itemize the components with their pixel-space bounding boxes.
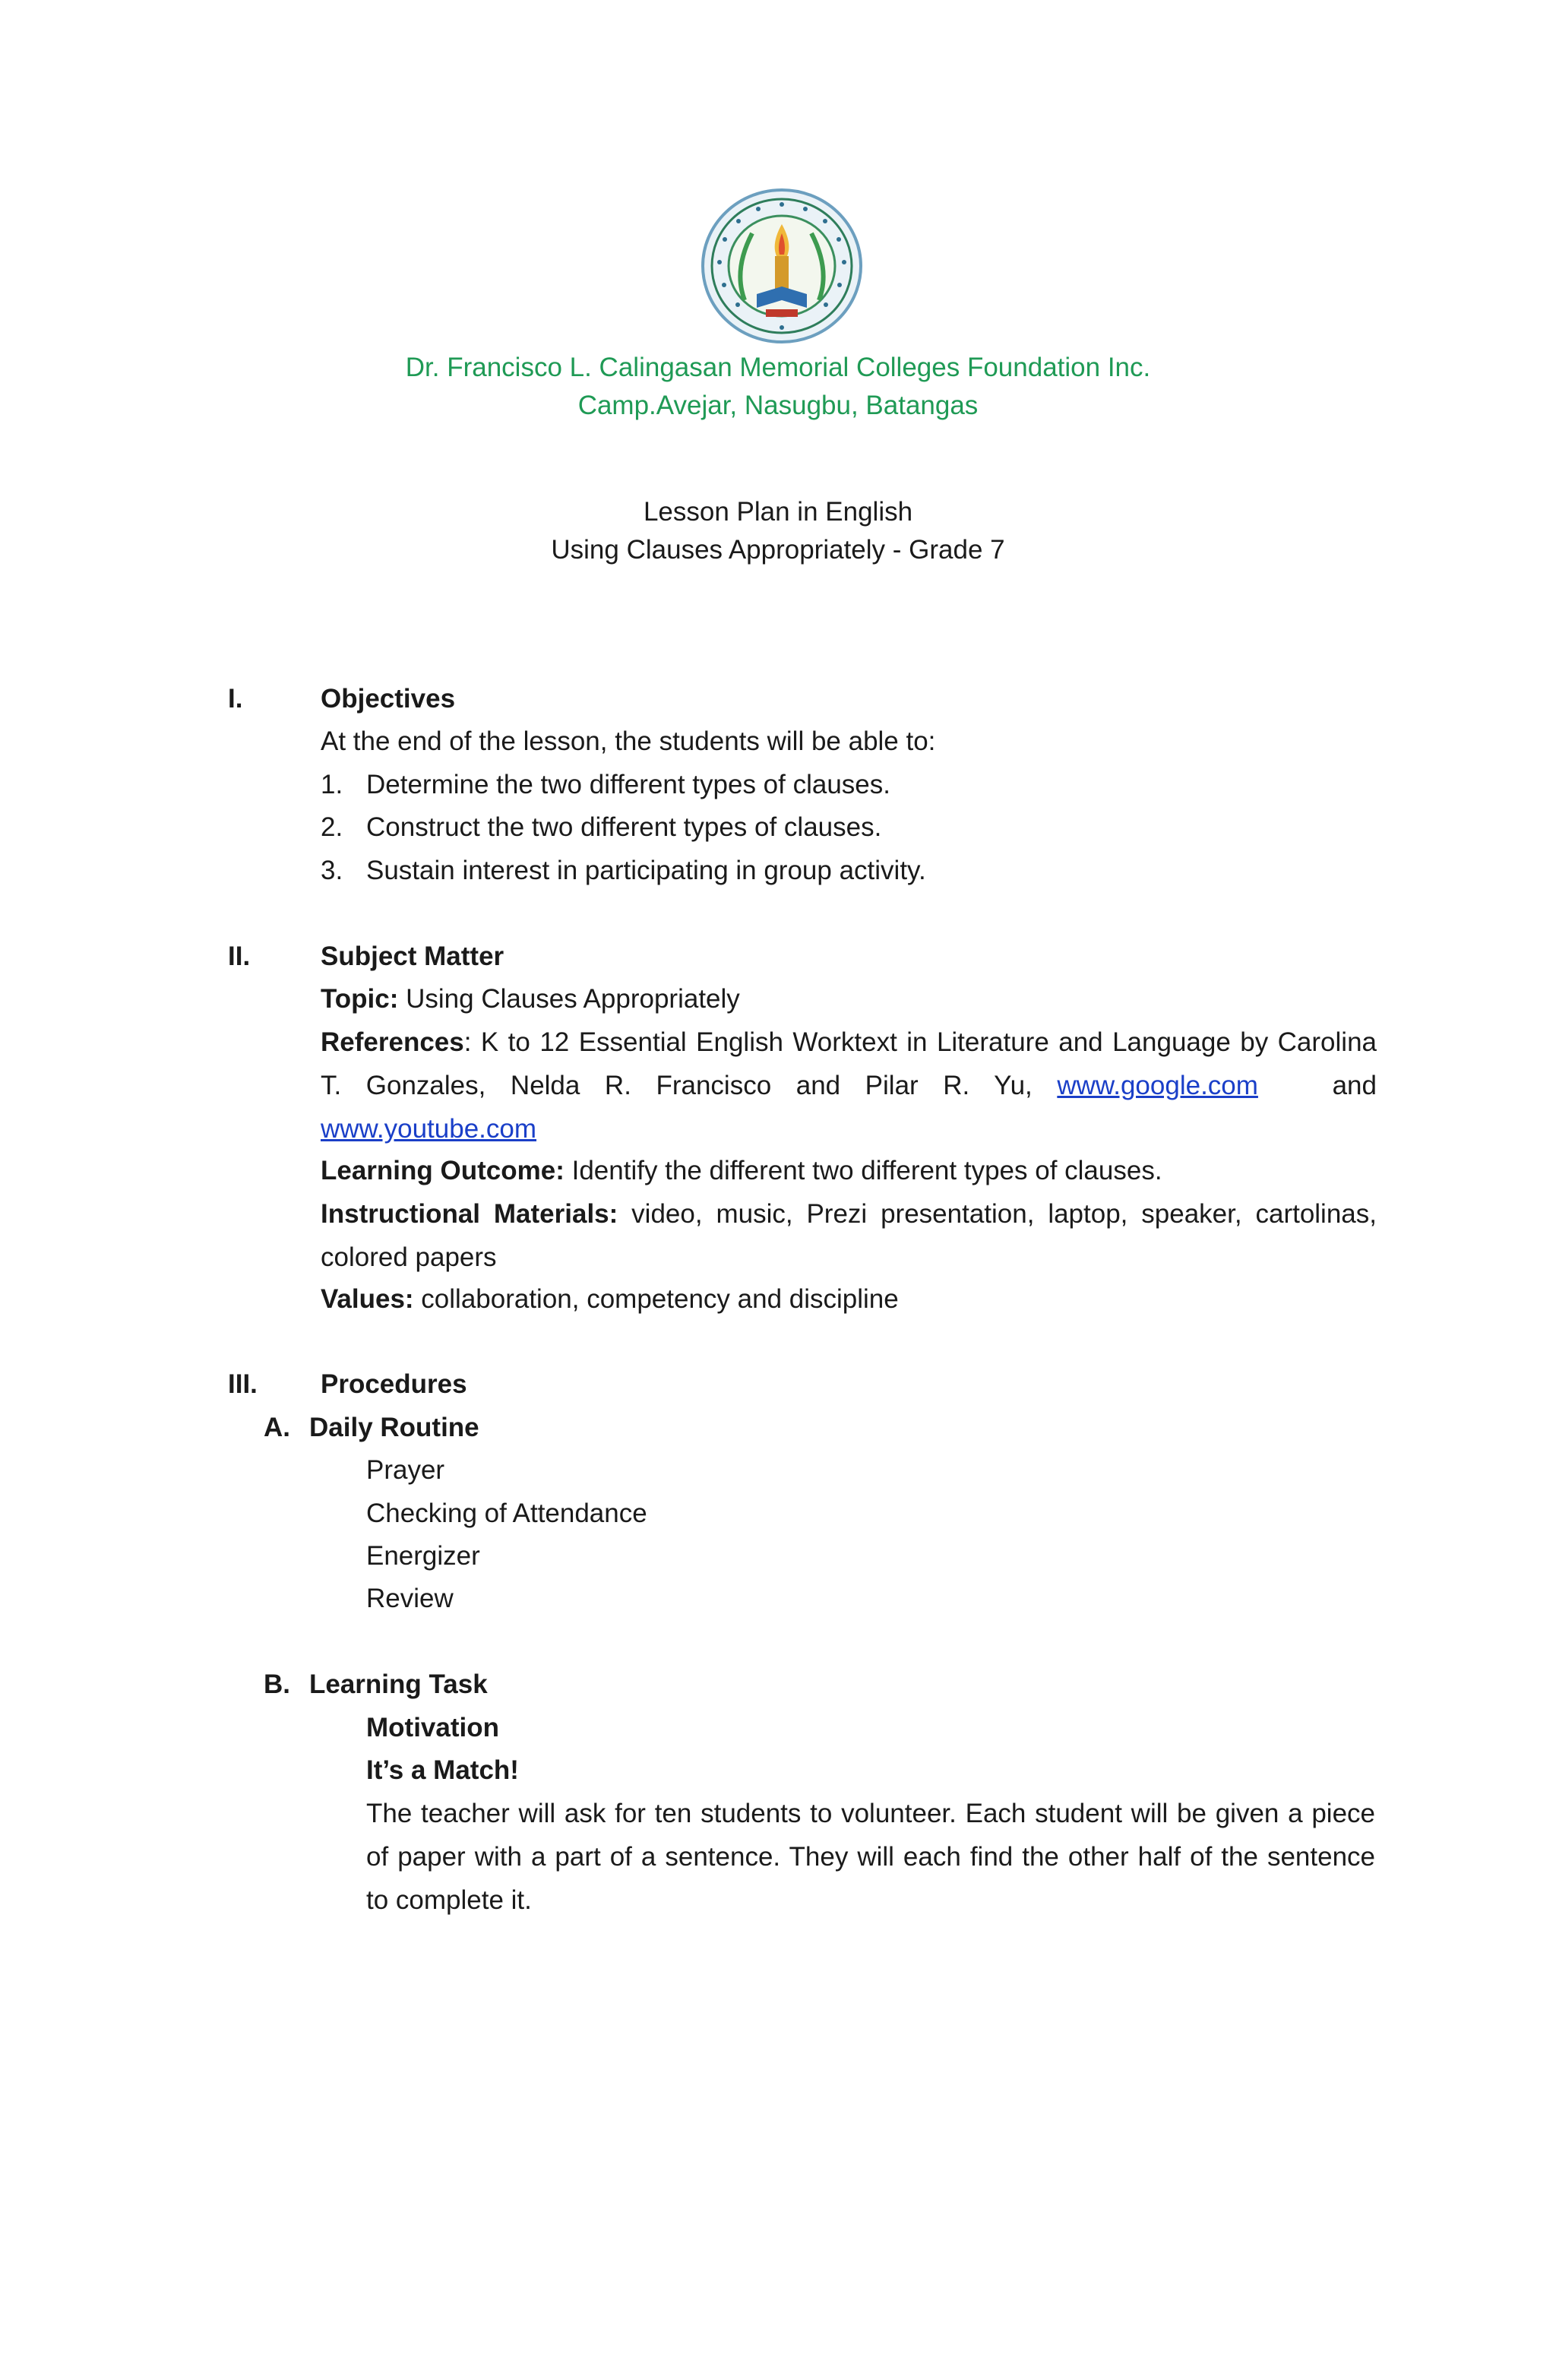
daily-routine-heading: Daily Routine [309,1413,479,1442]
routine-item: Prayer [366,1455,445,1485]
activity-description: The teacher will ask for ten students to volunteer. Each student will be given a piece of paper with a part of a sentence. They will each find the other half of the sentence to complete it. [366,1799,1375,1915]
college-seal-logo [699,186,865,346]
routine-item: Checking of Attendance [366,1499,647,1528]
section-numeral-procedures: III. [228,1369,258,1399]
subsection-letter-b: B. [264,1669,290,1699]
learning-outcome-label: Learning Outcome: [321,1156,565,1185]
youtube-link[interactable]: www.youtube.com [321,1114,537,1144]
references-value: : K to 12 Essential English Worktext in Literature and Language by Carolina T. Gonzales, Nelda R. Francisco and Pilar R. Yu, [321,1027,1377,1100]
references-label: References [321,1027,464,1057]
values-line [321,1283,899,1316]
subsection-letter-a: A. [264,1413,290,1442]
objective-number: 1. [321,770,343,799]
lesson-plan-subtitle: Using Clauses Appropriately - Grade 7 [551,535,1005,565]
lesson-plan-title: Lesson Plan in English [643,497,913,527]
learning-outcome-value: Identify the different two different types of clauses. [564,1156,1162,1185]
routine-item: Energizer [366,1541,480,1571]
objectives-heading: Objectives [321,684,456,714]
section-numeral-subject-matter: II. [228,942,251,971]
topic-line [321,983,740,1016]
objectives-intro: At the end of the lesson, the students will be able to: [321,726,936,756]
objective-item: Construct the two different types of clauses. [366,812,882,842]
subject-matter-heading: Subject Matter [321,942,504,971]
learning-task-heading: Learning Task [309,1669,488,1699]
topic-value: Using Clauses Appropriately [398,984,740,1014]
activity-title: It’s a Match! [366,1755,519,1785]
routine-item: Review [366,1584,454,1613]
motivation-heading: Motivation [366,1713,499,1742]
references-paragraph [321,1021,1377,1150]
objective-item: Determine the two different types of clauses. [366,770,890,799]
materials-label: Instructional Materials: [321,1199,618,1229]
instructional-materials-paragraph [321,1192,1377,1279]
google-link[interactable]: www.google.com [1057,1071,1258,1100]
learning-outcome-line [321,1154,1162,1188]
references-and: and [1332,1071,1377,1100]
objective-item: Sustain interest in participating in group activity. [366,856,926,885]
objective-number: 2. [321,812,343,842]
org-name: Dr. Francisco L. Calingasan Memorial Colleges Foundation Inc. [405,353,1151,382]
objective-number: 3. [321,856,343,885]
section-numeral-objectives: I. [228,684,243,714]
values-value: collaboration, competency and discipline [413,1284,899,1314]
topic-label: Topic: [321,984,399,1014]
materials-value: video, music, Prezi presentation, laptop, speaker, cartolinas, colored papers [321,1199,1377,1272]
org-address: Camp.Avejar, Nasugbu, Batangas [577,391,979,420]
values-label: Values: [321,1284,414,1314]
procedures-heading: Procedures [321,1369,467,1399]
